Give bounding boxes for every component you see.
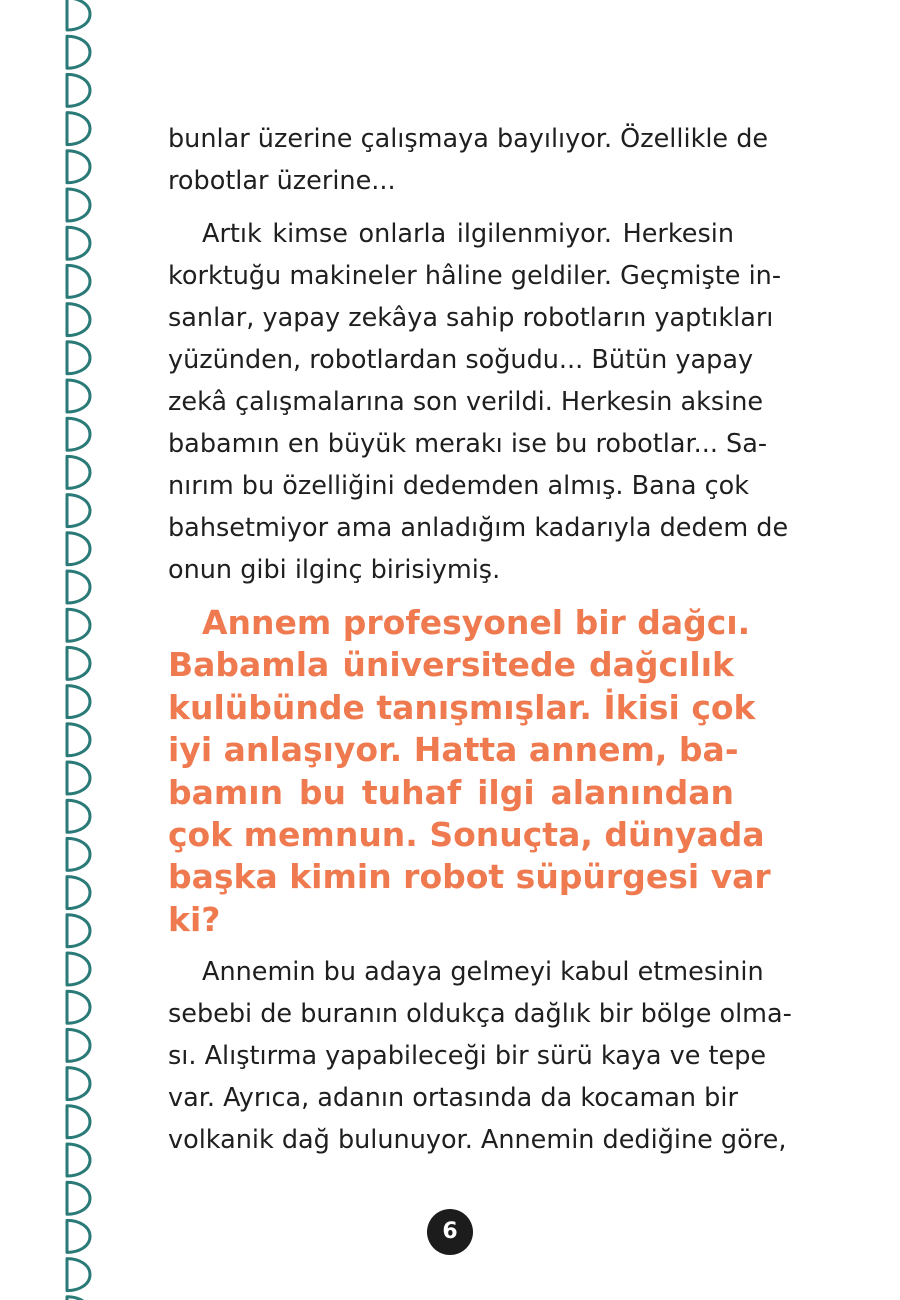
text-line: bahsetmiyor ama anladığım kadarıyla dedem de: [168, 513, 789, 543]
text-line: korktuğu makineler hâline geldiler. Geçmişte in-: [168, 261, 782, 291]
quote-line: bamın bu tuhaf ilgi alanından: [168, 772, 734, 812]
text-line: yüzünden, robotlardan soğudu... Bütün yapay: [168, 345, 754, 375]
text-line: var. Ayrıca, adanın ortasında da kocaman bir: [168, 1083, 738, 1113]
spiral-loop: [67, 456, 90, 488]
text-line: Artık kimse onlarla ilgilenmiyor. Herkesin: [202, 219, 734, 249]
text-line: nırım bu özelliğini dedemden almış. Bana çok: [168, 471, 750, 501]
spiral-binding-icon: [52, 0, 100, 1300]
spiral-loop: [67, 1259, 90, 1291]
quote-line: çok memnun. Sonuçta, dünyada: [168, 814, 765, 854]
spiral-loop: [67, 724, 90, 756]
text-line: zekâ çalışmalarına son verildi. Herkesin aksine: [168, 387, 764, 417]
text-line: sanlar, yapay zekâya sahip robotların yaptıkları: [168, 303, 774, 333]
spiral-loop: [67, 609, 90, 641]
spiral-loop: [67, 647, 90, 679]
text-line: robotlar üzerine...: [168, 166, 396, 196]
spiral-loop: [67, 380, 90, 412]
spiral-loop: [67, 151, 90, 183]
text-line: Annemin bu adaya gelmeyi kabul etmesinin: [202, 957, 764, 987]
spiral-loop: [67, 1029, 90, 1061]
spiral-loop: [67, 113, 90, 145]
spiral-loop: [67, 1220, 90, 1252]
spiral-loop: [67, 74, 90, 106]
spiral-loop: [67, 227, 90, 259]
spiral-loop: [67, 1144, 90, 1176]
quote-line: kulübünde tanışmışlar. İkisi çok: [168, 687, 756, 727]
spiral-loop: [67, 418, 90, 450]
text-line: volkanik dağ bulunuyor. Annemin dediğine göre,: [168, 1125, 787, 1155]
page-number-badge: 6: [427, 1209, 473, 1255]
text-line: sebebi de buranın oldukça dağlık bir bölge olma-: [168, 999, 792, 1029]
spiral-loop: [67, 1182, 90, 1214]
spiral-loop: [67, 36, 90, 68]
spiral-loop: [67, 342, 90, 374]
spiral-loop: [67, 915, 90, 947]
quote-line: başka kimin robot süpürgesi var: [168, 857, 771, 897]
spiral-loop: [67, 877, 90, 909]
spiral-loop: [67, 1106, 90, 1138]
spiral-loop: [67, 533, 90, 565]
spiral-loop: [67, 265, 90, 297]
quote-line: Babamla üniversitede dağcılık: [168, 645, 734, 685]
text-line: onun gibi ilginç birisiymiş.: [168, 555, 501, 585]
spiral-loop: [67, 1068, 90, 1100]
text-line: sı. Alıştırma yapabileceği bir sürü kaya ve tepe: [168, 1041, 767, 1071]
paragraph-1: [168, 118, 769, 202]
text-line: babamın en büyük merakı ise bu robotlar... Sa-: [168, 429, 768, 459]
highlight-quote: [168, 602, 771, 941]
quote-line: iyi anlaşıyor. Hatta annem, ba-: [168, 730, 739, 770]
spiral-loop: [67, 991, 90, 1023]
spiral-loop: [67, 800, 90, 832]
spiral-loop: [67, 838, 90, 870]
spiral-loop: [67, 571, 90, 603]
quote-line: Annem profesyonel bir dağcı.: [202, 603, 751, 642]
spiral-loop: [67, 495, 90, 527]
spiral-loop: [67, 304, 90, 336]
paragraph-3: [168, 951, 792, 1161]
spiral-loop: [67, 953, 90, 985]
spiral-loop: [67, 686, 90, 718]
text-line: bunlar üzerine çalışmaya bayılıyor. Özellikle de: [168, 124, 769, 154]
spiral-loop: [67, 189, 90, 221]
quote-line: ki?: [168, 899, 221, 939]
spiral-loop: [67, 0, 90, 30]
spiral-loop: [67, 762, 90, 794]
paragraph-2: [168, 213, 789, 591]
